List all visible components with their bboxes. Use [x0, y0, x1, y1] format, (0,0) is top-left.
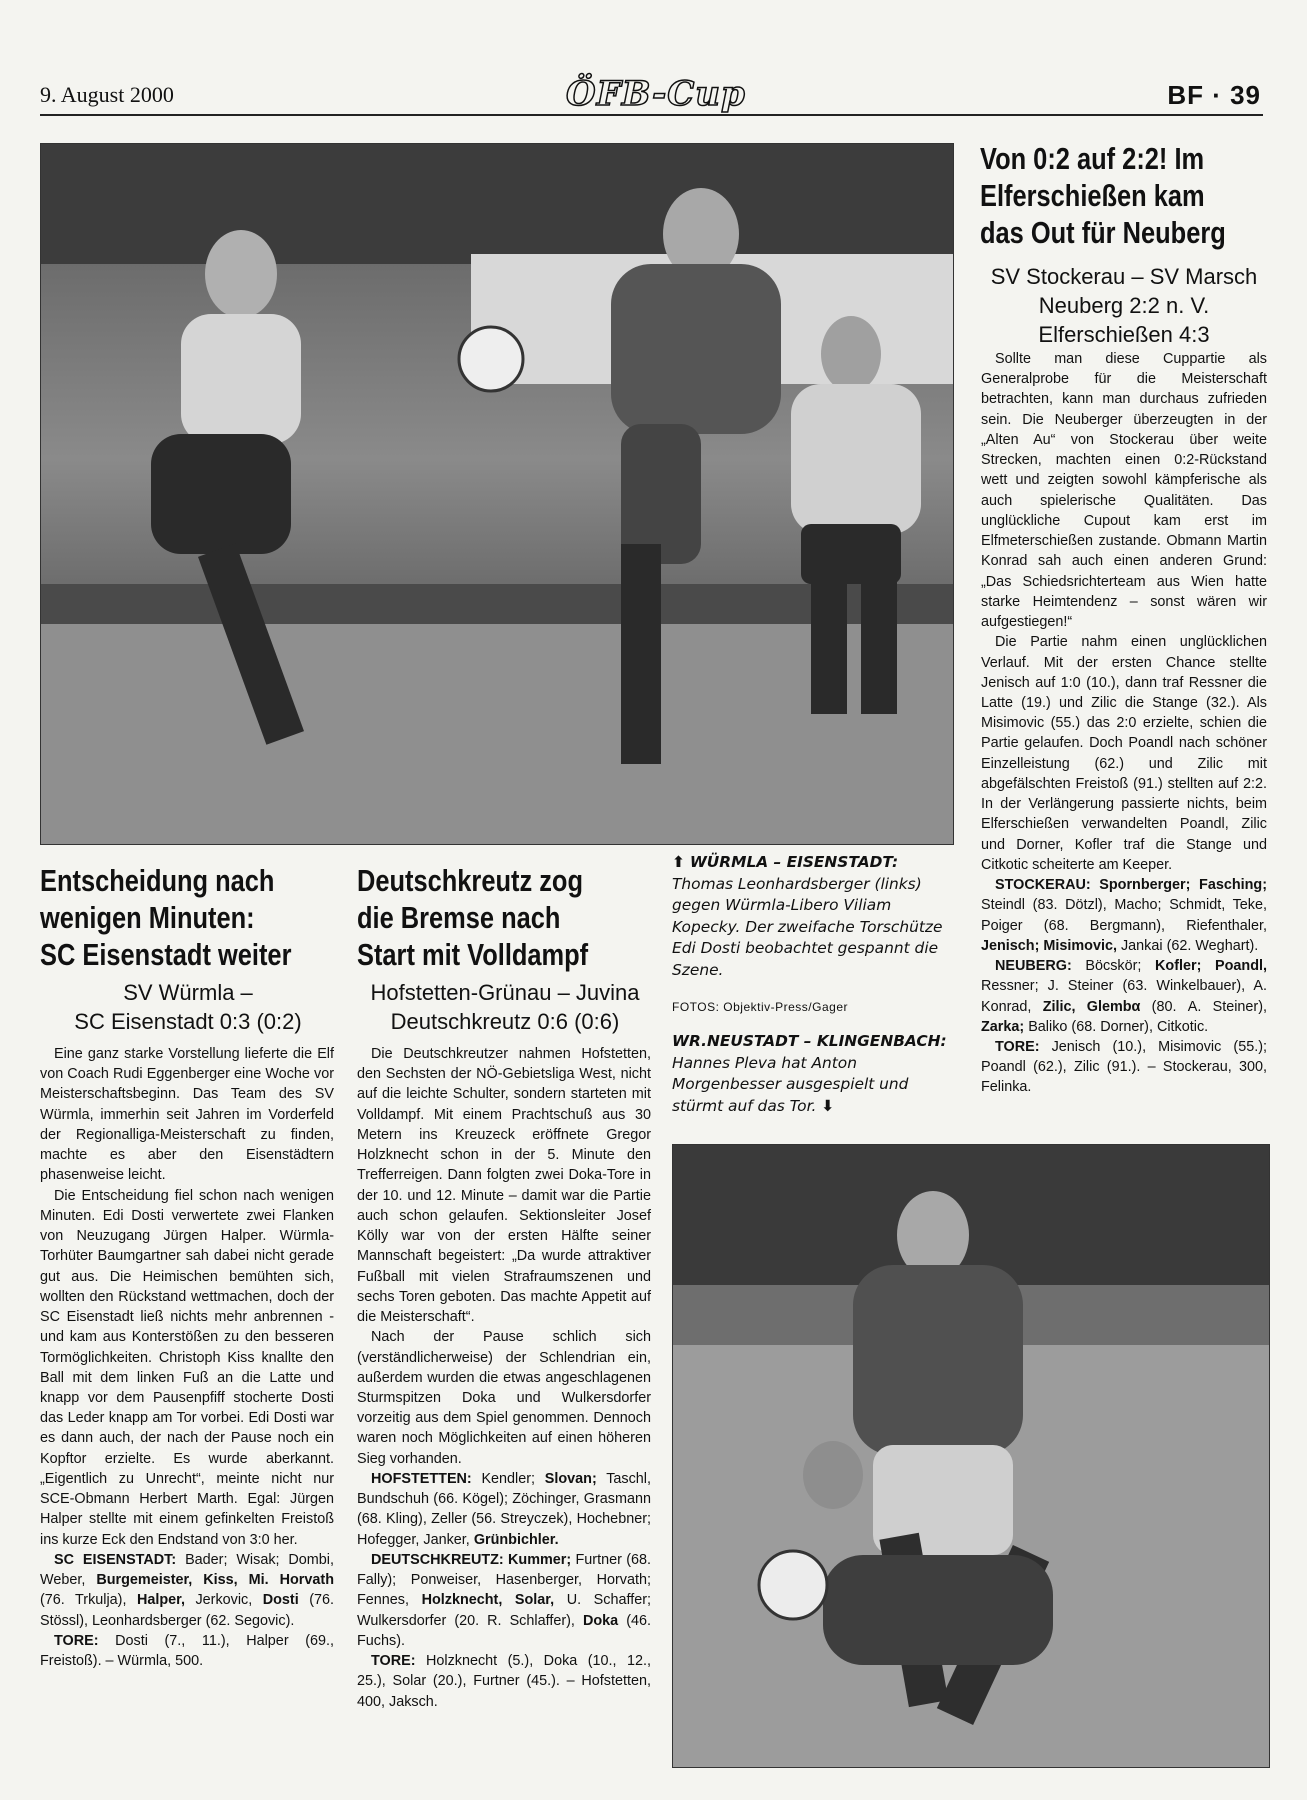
- paragraph: Die Deutschkreutzer nahmen Hofstetten, den Sechsten der NÖ-Gebietsliga West, nicht auf die leichte Schulter, sondern starteten mit Volldampf. Mit einem Prachtschuß aus 30 Metern ins Kreuzeck eröffnete Gregor Holzknecht schon in der 5. Minute den Trefferreigen. Dann folgten zwei Doka-Tore in der 10. und 12. Minute – damit war die Partie auch schon gelaufen. Sektionsleiter Josef Kölly war von der ersten Hälfte seiner Mannschaft begeistert: „Da wurde attraktiver Fußball mit vielen Strafraumszenen und sechs Toren geboten. Das machte Appetit auf die Meisterschaft“.: [357, 1046, 651, 1326]
- lineup-text: Jerkovic,: [195, 1592, 253, 1609]
- goals-text: Holzknecht (5.), Doka (10., 12., 25.), Solar (20.), Furtner (45.). – Hofstetten, 400, Jaksch.: [357, 1653, 651, 1710]
- article1-body: [40, 1044, 334, 1671]
- lineup-label: NEUBERG:: [995, 958, 1072, 975]
- paragraph: Sollte man diese Cuppartie als Generalprobe für die Meisterschaft betrachten, kann man durchaus zufrieden sein. Die Neuberger überzeugten in der „Alten Au“ von Stockerau über weite Strecken, machten einen 0:2-Rückstand wett und zeigten sowohl kämpferische als auch spielerische Qualitäten. Das unglückliche Cupout kam erst im Elfmeterschießen zustande. Obmann Martin Konrad sah auch einen anderen Grund: „Das Schiedsrichterteam aus Wien hatte starke Heimtendenz – sonst wären wir aufgestiegen!“: [981, 351, 1267, 631]
- lineup-text: Jankai (62. Weghart).: [1120, 937, 1259, 954]
- headline-line: Deutschkreutz zog: [357, 863, 583, 898]
- lineup-highlight: Grünbichler.: [473, 1531, 559, 1548]
- subheading-line: SV Stockerau – SV Marsch: [990, 264, 1258, 289]
- lineup-highlight: Zarka;: [981, 1018, 1025, 1035]
- article2-subheading: [357, 978, 653, 1036]
- headline-line: Start mit Volldampf: [357, 937, 589, 973]
- arrow-down-icon: ⬇: [821, 1096, 835, 1115]
- header-rule: [40, 114, 1263, 116]
- photo2-caption: [672, 1031, 960, 1117]
- lineup-highlight: Kummer;: [508, 1551, 572, 1568]
- lineup-text: Taschl, Bundschuh (66. Kögel); Zöchinger, Grasmann (68. Kling), Zeller (56. Streyczek), Hochebner; Hofegger, Janker,: [357, 1470, 652, 1548]
- lineup-label: STOCKERAU:: [995, 877, 1091, 894]
- paragraph: Nach der Pause schlich sich (verständlicherweise) der Schlendrian ein, außerdem wurden die etwas angeschlagenen Sturmspitzen Doka und Wulkersdorfer vorzeitig aus dem Spiel genommen. Dennoch waren noch Möglichkeiten auf einen höheren Sieg vorhanden.: [357, 1329, 651, 1467]
- lineup-text: Ressner; J. Steiner (63. Winkelbauer), A. Konrad,: [981, 978, 1267, 1015]
- subheading-line: Elferschießen 4:3: [1038, 322, 1210, 348]
- lineup-label: DEUTSCHKREUTZ:: [371, 1551, 504, 1568]
- lineup-text: (46. Fuchs).: [357, 1612, 652, 1649]
- caption-lead: WÜRMLA – EISENSTADT:: [689, 853, 899, 871]
- lineup-highlight: Spornberger; Fasching;: [1099, 877, 1267, 894]
- goals-text: Dosti (7., 11.), Halper (69., Freistoß). – Würmla, 500.: [40, 1632, 334, 1670]
- article1-headline: [40, 862, 319, 974]
- photo-credit: FOTOS: Objektiv-Press/Gager: [672, 1000, 848, 1014]
- goals-line: [981, 1037, 1267, 1098]
- article3-headline: [980, 140, 1275, 252]
- goals-label: TORE:: [995, 1038, 1040, 1055]
- lineup-text: Kendler;: [481, 1470, 536, 1487]
- caption-text: Thomas Leonhardsberger (links) gegen Würmla-Libero Viliam Kopecky. Der zweifache Torschütze Edi Dosti beobachtet gespannt die Szene.: [672, 874, 943, 979]
- lineup-deutschkreutz: [357, 1550, 651, 1651]
- issue-date: 9. August 2000: [40, 82, 174, 107]
- lineup-stockerau: [981, 875, 1267, 956]
- lineup-highlight: Halper,: [136, 1592, 185, 1609]
- article3-body: [981, 349, 1267, 1098]
- lineup-highlight: Burgemeister, Kiss, Mi. Horvath: [96, 1572, 334, 1589]
- lineup-highlight: Holzknecht, Solar,: [421, 1592, 555, 1609]
- headline-line: wenigen Minuten:: [40, 900, 255, 936]
- goals-label: TORE:: [54, 1632, 99, 1649]
- section-title: ÖFB-Cup: [566, 74, 746, 114]
- lineup-eisenstadt: [40, 1550, 334, 1631]
- lineup-text: (80. A. Steiner),: [1151, 998, 1268, 1015]
- article3-subheading: [980, 262, 1268, 349]
- goals-text: Jenisch (10.), Misimovic (55.); Poandl (62.), Zilic (91.). – Stockerau, 300, Felinka.: [981, 1038, 1267, 1096]
- lineup-text: Baliko (68. Dorner), Citkotic.: [1028, 1018, 1209, 1035]
- article2-headline: [357, 862, 636, 974]
- lineup-text: (76. Stössl), Leonhardsberger (62. Segovic).: [40, 1592, 335, 1629]
- photo-wuermla-eisenstadt: [40, 143, 954, 845]
- headline-line: die Bremse nach: [357, 900, 561, 936]
- lineup-highlight: Slovan;: [544, 1470, 597, 1487]
- paragraph: Die Entscheidung fiel schon nach wenigen Minuten. Edi Dosti verwertete zwei Flanken von Neuzugang Jürgen Halper. Würmla-Torhüter Baumgartner sah dabei nicht gerade gut aus. Die Heimischen bemühten sich, wollten den Rückstand wettmachen, doch der SC Eisenstadt ließ nichts mehr anbrennen - und kam aus Konterstößen zu den besseren Tormöglichkeiten. Christoph Kiss knallte den Ball mit dem linken Fuß an die Latte und knapp vor dem Pausenpfiff stocherte Dosti das Leder knapp am Tor vorbei. Edi Dosti war es dann auch, der nach der Pause noch ein Kopftor erzielte. Es wurde aberkannt. „Eigentlich zu Unrecht“, meinte nicht nur SCE-Obmann Herbert Marth. Egal: Jürgen Halper stellte mit einem gefinkelten Freistoß ins kurze Eck den Endstand von 3:0 her.: [40, 1187, 334, 1548]
- subheading-line: Hofstetten-Grünau – Juvina: [370, 980, 640, 1005]
- photo-wrneustadt-klingenbach: [672, 1144, 1270, 1768]
- page-number: BF · 39: [1167, 80, 1261, 110]
- headline-line: Von 0:2 auf 2:2! Im: [980, 141, 1205, 176]
- paragraph: Eine ganz starke Vorstellung lieferte die Elf von Coach Rudi Eggenberger eine Woche vor Meisterschaftsbeginn. Das Team des SV Würmla, immerhin seit Jahren im Vorderfeld der Regionalliga-Meisterschaft zu finden, machte es aber den Eisenstädtern phasenweise leicht.: [40, 1046, 334, 1184]
- headline-line: Elferschießen kam: [980, 178, 1205, 214]
- lineup-text: U. Schaffer; Wulkersdorfer (20. R. Schlaffer),: [357, 1592, 651, 1629]
- lineup-label: SC EISENSTADT:: [54, 1551, 177, 1568]
- lineup-highlight: Kofler; Poandl,: [1155, 958, 1268, 975]
- photo1-caption: [672, 852, 960, 981]
- lineup-text: Bader; Wisak; Dombi, Weber,: [40, 1551, 334, 1589]
- paragraph: Die Partie nahm einen unglücklichen Verlauf. Mit der ersten Chance stellte Jenisch auf 1:0 (10.), dann traf Ressner die Latte (19.) und Zilic die Stange (32.). Als Misimovic (55.) das 2:0 erzielte, schien die Partie gelaufen. Doch Poandl nach schöner Einzelleistung (62.) und Zilic mit abgefälschten Freistoß (91.) stellten auf 2:2. In der Verlängerung passierte nichts, beim Elferschießen verwandelten Poandl, Zilic und Dorner, Kofler traf die Stange und Citkotic scheiterte am Keeper.: [981, 634, 1267, 873]
- headline-line: Entscheidung nach: [40, 863, 275, 898]
- lineup-highlight: Jenisch; Misimovic,: [981, 937, 1117, 954]
- lineup-hofstetten: [357, 1469, 651, 1550]
- lineup-highlight: Zilic, Glembα: [1042, 998, 1141, 1015]
- lineup-text: Böcskör;: [1085, 958, 1142, 975]
- goals-line: [40, 1631, 334, 1671]
- caption-text: Hannes Pleva hat Anton Morgenbesser ausgespielt und stürmt auf das Tor.: [672, 1053, 909, 1115]
- subheading-line: SV Würmla –: [123, 980, 253, 1005]
- lineup-text: (76. Trkulja),: [40, 1592, 127, 1609]
- headline-line: das Out für Neuberg: [980, 215, 1226, 251]
- lineup-neuberg: [981, 956, 1267, 1037]
- lineup-text: Furtner (68. Fally); Ponweiser, Hasenberger, Horvath; Fennes,: [357, 1551, 652, 1609]
- caption-lead: WR.NEUSTADT – KLINGENBACH:: [672, 1032, 947, 1050]
- lineup-highlight: Dosti: [262, 1592, 299, 1609]
- subheading-line: Neuberg 2:2 n. V.: [1038, 293, 1210, 319]
- article2-body: [357, 1044, 651, 1712]
- lineup-highlight: Doka: [582, 1612, 619, 1629]
- subheading-line: SC Eisenstadt 0:3 (0:2): [74, 1009, 302, 1035]
- arrow-up-icon: ⬆: [672, 853, 685, 871]
- goals-line: [357, 1651, 651, 1712]
- headline-line: SC Eisenstadt weiter: [40, 937, 292, 973]
- goals-label: TORE:: [371, 1653, 416, 1670]
- lineup-text: Steindl (83. Dötzl), Macho; Schmidt, Teke, Poiger (68. Bergmann), Riefenthaler,: [981, 897, 1267, 934]
- lineup-label: HOFSTETTEN:: [371, 1470, 472, 1487]
- article1-subheading: [40, 978, 336, 1036]
- subheading-line: Deutschkreutz 0:6 (0:6): [390, 1009, 620, 1035]
